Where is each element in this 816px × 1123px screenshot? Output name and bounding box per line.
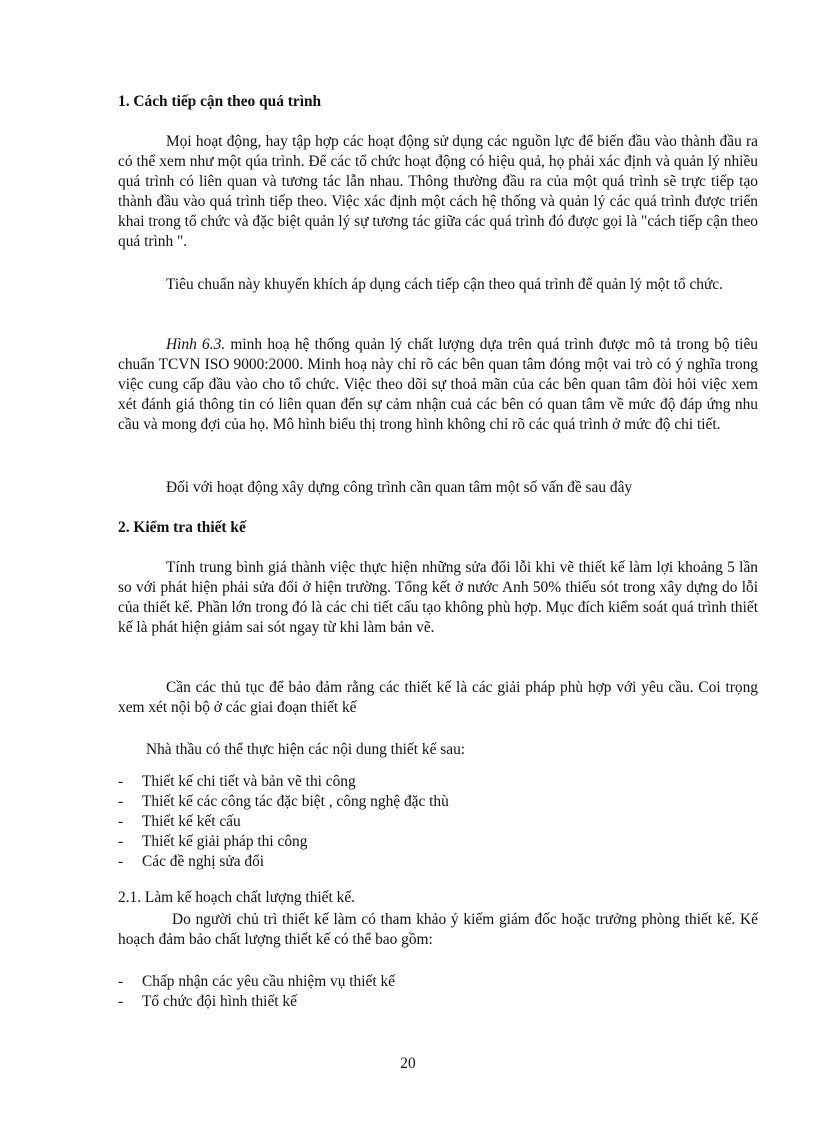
section-2-paragraph-2: Cần các thủ tục để bảo đảm rằng các thiết kế là các giải pháp phù hợp với yêu cầu. Coi trọng xem xét nội bộ ở các giai đoạn thiết kế — [118, 679, 758, 716]
page-number: 20 — [400, 1055, 416, 1072]
list-item: - Tổ chức đội hình thiết kế — [118, 993, 297, 1010]
figure-reference: Hình 6.3. — [166, 336, 226, 353]
section-2-1-paragraph-1: Do người chủ trì thiết kế làm có tham khảo ý kiếm giám đốc hoặc trưởng phòng thiết kế. Kế hoạch đảm bảo chất lượng thiết kế có thể bao gồm: — [118, 911, 758, 948]
section-1-paragraph-4: Đối với hoạt động xây dựng công trình cần quan tâm một số vấn đề sau đây — [166, 479, 633, 496]
list-item: - Các đề nghị sửa đổi — [118, 853, 265, 870]
section-1-paragraph-1: Mọi hoạt động, hay tập hợp các hoạt động sử dụng các nguồn lực để biến đầu vào thành đầu ra có thể xem như một qúa trình. Để các tổ chức hoạt động có hiệu quả, họ phải xác định và quản lý nhiều quá trình có liên quan và tương tác lẫn nhau. Thông thường đầu ra của một quá trình sẽ trực tiếp tạo thành đầu vào quá trình tiếp theo. Việc xác định một cách hệ thống và quản lý các quá trình được triển khai trong tổ chức và đặc biệt quản lý sự tương tác giữa các quá trình đó được gọi là "cách tiếp cận theo quá trình ". — [118, 133, 758, 250]
list-item: - Chấp nhận các yêu cầu nhiệm vụ thiết kế — [118, 973, 395, 990]
section-1-paragraph-3 — [118, 335, 758, 435]
design-content-list — [118, 772, 758, 872]
list-item: - Thiết kế chi tiết và bản vẽ thi công — [118, 773, 356, 790]
quality-plan-list — [118, 972, 758, 1012]
section-2-paragraph-3: Nhà thầu có thể thực hiện các nội dung thiết kế sau: — [146, 741, 466, 758]
list-item: - Thiết kế các công tác đặc biệt , công nghệ đặc thù — [118, 793, 449, 810]
section-2-heading: 2. Kiểm tra thiết kế — [118, 519, 246, 536]
list-item: - Thiết kế giải pháp thi công — [118, 833, 308, 850]
section-2-1-heading: 2.1. Làm kế hoạch chất lượng thiết kế. — [118, 889, 356, 906]
section-1-paragraph-3-text: minh hoạ hệ thống quản lý chất lượng dựa trên quá trình được mô tả trong bộ tiêu chuẩn TCVN ISO 9000:2000. Minh hoạ này chỉ rõ các bên quan tâm đóng một vai trò có ý nghĩa trong việc cung cấp đầu vào cho tổ chức. Việc theo dõi sự thoả mãn của các bên quan tâm đòi hỏi việc xem xét đánh giá thông tin có liên quan đến sự cảm nhận cuả các bên có quan tâm về mức độ đáp ứng nhu cầu và mong đợi của họ. Mô hình biểu thị trong hình không chỉ rõ các quá trình ở mức độ chi tiết. — [118, 336, 758, 433]
section-1-heading: 1. Cách tiếp cận theo quá trình — [118, 93, 322, 110]
section-1-paragraph-2: Tiêu chuẩn này khuyến khích áp dụng cách tiếp cận theo quá trình để quản lý một tổ chức. — [166, 276, 723, 293]
section-2-paragraph-1: Tính trung bình giá thành việc thực hiện những sửa đổi lỗi khi vẽ thiết kế làm lợi khoảng 5 lần so với phát hiện phải sửa đổi ở hiện trường. Tổng kết ở nước Anh 50% thiếu sót trong xây dựng do lỗi của thiết kế. Phần lớn trong đó là các chi tiết cấu tạo không phù hợp. Mục đích kiểm soát quá trình thiết kế là phát hiện giảm sai sót ngay từ khi làm bản vẽ. — [118, 559, 758, 636]
list-item: - Thiết kế kết cấu — [118, 813, 241, 830]
